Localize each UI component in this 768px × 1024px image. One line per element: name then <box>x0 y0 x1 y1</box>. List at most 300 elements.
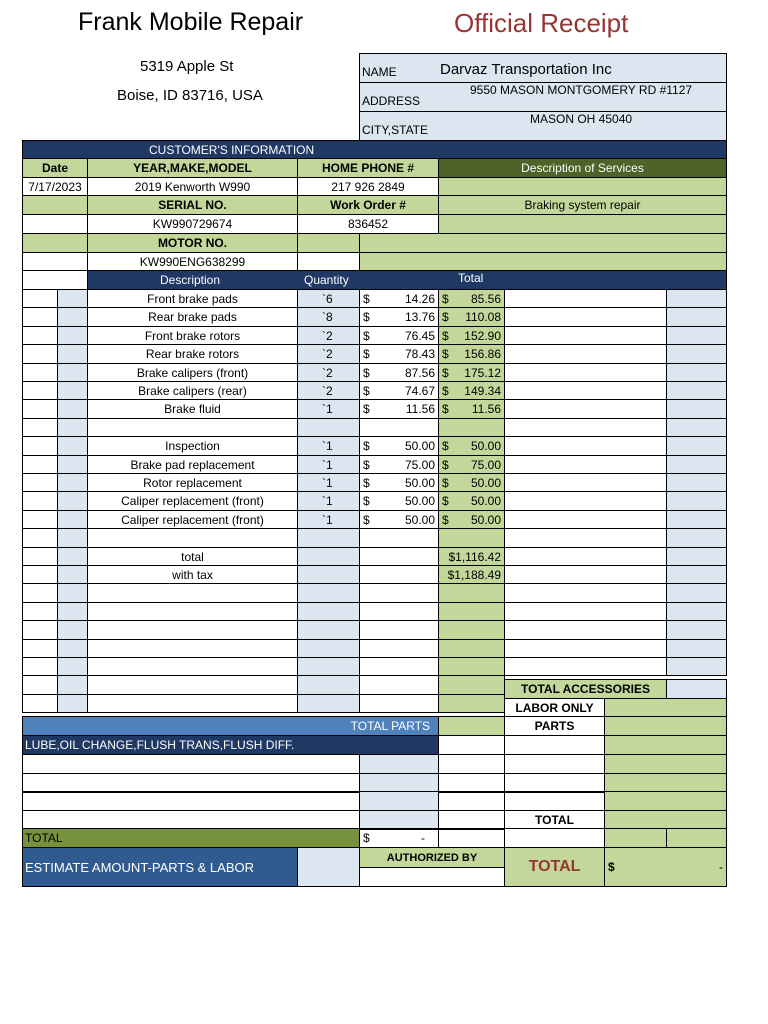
item-description: Inspection <box>87 436 298 456</box>
item-total <box>438 620 505 640</box>
item-price-amount: 74.67 <box>404 383 435 398</box>
labor-blank-cell <box>438 754 505 774</box>
total-bar-value <box>359 828 439 848</box>
item-total <box>438 694 505 713</box>
item-description: total <box>87 547 298 566</box>
item-blank-cell <box>666 565 727 584</box>
total-bar-amount: - <box>421 831 425 845</box>
item-price-amount: 50.00 <box>404 494 435 508</box>
item-blank-cell <box>22 381 58 400</box>
item-unit-price <box>359 510 439 529</box>
item-quantity: `8 <box>297 307 360 327</box>
item-blank-cell <box>666 344 727 364</box>
item-quantity: `6 <box>297 289 360 308</box>
item-blank-cell <box>57 694 88 713</box>
labor-blank-cell <box>438 791 505 811</box>
item-blank-cell <box>666 418 727 437</box>
item-quantity: `2 <box>297 363 360 382</box>
item-total-currency: $ <box>442 328 449 343</box>
item-description: Brake calipers (rear) <box>87 381 298 400</box>
item-total <box>438 510 505 529</box>
item-blank-cell <box>666 657 727 676</box>
item-total-amount: 110.08 <box>465 310 501 324</box>
company-city: Boise, ID 83716, USA <box>117 87 263 104</box>
item-blank-cell <box>57 455 88 474</box>
item-quantity <box>297 620 360 640</box>
item-blank-cell <box>22 602 58 621</box>
item-blank-cell <box>57 675 88 695</box>
item-blank-cell <box>504 455 667 474</box>
item-blank-cell <box>504 473 667 492</box>
item-unit-price <box>359 491 439 511</box>
services-blank-4 <box>359 252 727 271</box>
total-bar-blank-3 <box>604 828 667 848</box>
item-blank-cell <box>22 675 58 695</box>
item-total-currency: $ <box>442 494 449 508</box>
name-label: NAME <box>362 65 397 79</box>
item-blank-cell <box>504 289 667 308</box>
labor-blank-cell <box>604 791 727 811</box>
item-blank-cell <box>22 528 58 548</box>
item-total <box>438 547 505 566</box>
item-description: Rotor replacement <box>87 473 298 492</box>
item-blank-cell <box>22 399 58 419</box>
item-blank-cell <box>57 583 88 603</box>
motor-blank-mid <box>297 233 360 253</box>
item-blank-cell <box>22 491 58 511</box>
item-total <box>438 491 505 511</box>
item-blank-cell <box>504 657 667 676</box>
item-blank-cell <box>22 639 58 658</box>
item-description <box>87 639 298 658</box>
item-price-amount: 50.00 <box>404 512 435 527</box>
item-price-currency: $ <box>363 494 370 508</box>
item-unit-price <box>359 307 439 327</box>
item-blank-cell <box>666 455 727 474</box>
item-total-currency: $ <box>442 291 449 306</box>
total-parts-label: TOTAL PARTS <box>350 719 430 733</box>
item-total <box>438 418 505 437</box>
item-blank-cell <box>22 436 58 456</box>
labor-blank-cell <box>504 754 605 774</box>
item-total <box>438 657 505 676</box>
item-total-amount: 85.56 <box>470 291 501 306</box>
total-parts-bar <box>22 716 439 736</box>
item-blank-cell <box>504 547 667 566</box>
workorder-value: 836452 <box>297 214 439 234</box>
labor-blank-cell <box>22 810 360 830</box>
item-price-amount: 11.56 <box>405 402 435 416</box>
item-unit-price <box>359 399 439 419</box>
item-total-currency: $ <box>442 512 449 527</box>
item-total-currency: $ <box>442 457 449 472</box>
item-unit-price <box>359 436 439 456</box>
total-parts-value <box>438 716 505 736</box>
item-blank-cell <box>22 583 58 603</box>
item-total <box>438 381 505 400</box>
customer-info-header <box>22 140 727 159</box>
item-unit-price <box>359 694 439 713</box>
item-blank-cell <box>22 289 58 308</box>
item-description: Front brake pads <box>87 289 298 308</box>
motor-blank-left-2 <box>22 252 88 271</box>
item-price-amount: 50.00 <box>404 475 435 490</box>
item-total-amount: 75.00 <box>470 457 501 472</box>
labor-blank-cell <box>604 773 727 793</box>
col-total-header: Total <box>458 271 484 285</box>
items-header-blank <box>22 270 88 290</box>
item-total <box>438 528 505 548</box>
item-blank-cell <box>22 418 58 437</box>
item-blank-cell <box>666 436 727 456</box>
labor-blank-cell <box>504 791 605 811</box>
total-bar-cur: $ <box>363 831 370 845</box>
parts-label: PARTS <box>504 716 605 736</box>
item-blank-cell <box>666 602 727 621</box>
item-blank-cell <box>57 657 88 676</box>
item-quantity: `2 <box>297 344 360 364</box>
item-blank-cell <box>666 639 727 658</box>
item-quantity <box>297 639 360 658</box>
item-total <box>438 289 505 308</box>
item-total <box>438 326 505 345</box>
item-price-currency: $ <box>363 347 370 361</box>
labor-blank-cell <box>359 754 439 774</box>
labor-blank-cell <box>22 754 360 774</box>
labor-blank-cell <box>604 754 727 774</box>
item-blank-cell <box>504 326 667 345</box>
item-description: Brake calipers (front) <box>87 363 298 382</box>
item-blank-cell <box>57 344 88 364</box>
company-street: 5319 Apple St <box>140 58 234 75</box>
item-quantity <box>297 528 360 548</box>
authorized-by-field[interactable] <box>359 867 505 887</box>
item-blank-cell <box>666 583 727 603</box>
item-total-currency: $ <box>442 475 449 490</box>
customer-address: 9550 MASON MONTGOMERY RD #1127 <box>470 83 693 97</box>
total-accessories-value <box>666 679 727 699</box>
item-blank-cell <box>57 381 88 400</box>
item-quantity: `1 <box>297 491 360 511</box>
item-description <box>87 694 298 713</box>
motor-label: MOTOR NO. <box>87 233 298 253</box>
item-unit-price <box>359 602 439 621</box>
item-blank-cell <box>22 307 58 327</box>
item-blank-cell <box>666 547 727 566</box>
item-description <box>87 620 298 640</box>
date-value: 7/17/2023 <box>22 177 88 196</box>
customer-info-title: CUSTOMER'S INFORMATION <box>149 142 315 157</box>
item-blank-cell <box>22 455 58 474</box>
item-quantity: `1 <box>297 436 360 456</box>
total-bar-blank-2 <box>504 828 605 848</box>
item-total-amount: $1,188.49 <box>447 567 501 582</box>
workorder-label: Work Order # <box>297 195 439 215</box>
item-quantity <box>297 583 360 603</box>
item-blank-cell <box>666 510 727 529</box>
item-quantity: `1 <box>297 399 360 419</box>
item-unit-price <box>359 363 439 382</box>
grand-total-amount: - <box>719 860 723 874</box>
item-blank-cell <box>57 565 88 584</box>
total-bar-blank-4 <box>666 828 727 848</box>
item-price-amount: 76.45 <box>404 328 435 343</box>
item-quantity <box>297 547 360 566</box>
phone-label: HOME PHONE # <box>297 158 439 178</box>
item-total <box>438 307 505 327</box>
col-quantity-header: Quantity <box>304 273 349 287</box>
item-description <box>87 602 298 621</box>
authorized-by-label: AUTHORIZED BY <box>359 847 505 868</box>
item-blank-cell <box>57 307 88 327</box>
item-total <box>438 473 505 492</box>
item-price-currency: $ <box>363 475 370 490</box>
item-blank-cell <box>504 363 667 382</box>
item-unit-price <box>359 565 439 584</box>
services-value: Braking system repair <box>438 195 727 215</box>
item-price-currency: $ <box>363 328 370 343</box>
item-quantity: `1 <box>297 455 360 474</box>
item-total <box>438 363 505 382</box>
labor-blank-cell <box>504 773 605 793</box>
item-price-amount: 14.26 <box>404 291 435 306</box>
customer-citystate: MASON OH 45040 <box>530 112 633 126</box>
citystate-label: CITY,STATE <box>362 123 429 137</box>
item-total <box>438 399 505 419</box>
grand-total-label: TOTAL <box>504 847 605 887</box>
item-price-currency: $ <box>363 457 370 472</box>
item-total <box>438 639 505 658</box>
item-unit-price <box>359 583 439 603</box>
item-unit-price <box>359 418 439 437</box>
item-blank-cell <box>504 639 667 658</box>
item-price-currency: $ <box>363 310 370 324</box>
item-total <box>438 455 505 474</box>
services-blank-1 <box>438 177 727 196</box>
item-blank-cell <box>57 547 88 566</box>
item-description <box>87 418 298 437</box>
item-price-currency: $ <box>363 439 370 453</box>
item-total-currency: $ <box>442 310 449 324</box>
item-price-currency: $ <box>363 402 370 416</box>
item-quantity <box>297 657 360 676</box>
receipt-title: Official Receipt <box>454 8 629 38</box>
item-blank-cell <box>22 694 58 713</box>
item-unit-price <box>359 289 439 308</box>
item-price-currency: $ <box>363 383 370 398</box>
item-total-amount: $1,116.42 <box>448 549 501 564</box>
vehicle-label: YEAR,MAKE,MODEL <box>87 158 298 178</box>
labor-total-label: TOTAL <box>504 810 605 829</box>
item-blank-cell <box>666 289 727 308</box>
item-description: Brake fluid <box>87 399 298 419</box>
item-unit-price <box>359 326 439 345</box>
labor-only-label: LABOR ONLY <box>504 698 605 717</box>
serial-blank-left-2 <box>22 214 88 234</box>
item-unit-price <box>359 675 439 695</box>
item-blank-cell <box>57 620 88 640</box>
motor-blank-left <box>22 233 88 253</box>
item-price-amount: 13.76 <box>404 310 435 324</box>
item-blank-cell <box>504 510 667 529</box>
item-blank-cell <box>22 473 58 492</box>
item-blank-cell <box>504 583 667 603</box>
estimate-label: ESTIMATE AMOUNT-PARTS & LABOR <box>22 847 298 887</box>
item-description: Brake pad replacement <box>87 455 298 474</box>
item-blank-cell <box>57 326 88 345</box>
item-quantity <box>297 418 360 437</box>
labor-only-value <box>604 698 727 717</box>
total-bar-label: TOTAL <box>25 831 63 845</box>
item-quantity: `1 <box>297 473 360 492</box>
item-unit-price <box>359 620 439 640</box>
item-blank-cell <box>504 565 667 584</box>
item-blank-cell <box>504 602 667 621</box>
item-quantity: `2 <box>297 326 360 345</box>
item-unit-price <box>359 473 439 492</box>
item-blank-cell <box>666 491 727 511</box>
item-total <box>438 344 505 364</box>
parts-value <box>604 716 727 736</box>
date-label: Date <box>22 158 88 178</box>
item-blank-cell <box>504 307 667 327</box>
item-blank-cell <box>504 436 667 456</box>
item-total-amount: 50.00 <box>470 475 501 490</box>
item-description: Caliper replacement (front) <box>87 491 298 511</box>
item-description: Caliper replacement (front) <box>87 510 298 529</box>
item-total-currency: $ <box>442 347 449 361</box>
item-quantity <box>297 602 360 621</box>
item-blank-cell <box>504 620 667 640</box>
labor-blank-cell <box>22 773 360 793</box>
item-blank-cell <box>22 620 58 640</box>
item-blank-cell <box>57 473 88 492</box>
services-blank-2 <box>438 214 727 234</box>
item-blank-cell <box>666 399 727 419</box>
labor-blank-cell <box>359 773 439 793</box>
lube-blank-1 <box>438 735 505 755</box>
item-blank-cell <box>504 399 667 419</box>
item-total-amount: 50.00 <box>470 512 501 527</box>
total-bar <box>22 828 360 848</box>
col-description-header: Description <box>160 273 221 287</box>
item-price-currency: $ <box>363 512 370 527</box>
serial-label: SERIAL NO. <box>87 195 298 215</box>
item-price-amount: 75.00 <box>404 457 435 472</box>
item-blank-cell <box>666 528 727 548</box>
item-price-amount: 87.56 <box>404 365 435 380</box>
item-blank-cell <box>57 289 88 308</box>
item-blank-cell <box>666 620 727 640</box>
lube-line: LUBE,OIL CHANGE,FLUSH TRANS,FLUSH DIFF. <box>22 735 439 755</box>
item-total-amount: 152.90 <box>464 328 501 343</box>
item-blank-cell <box>57 528 88 548</box>
item-total-amount: 149.34 <box>464 383 501 398</box>
labor-blank-cell <box>438 773 505 793</box>
item-total-amount: 50.00 <box>470 494 501 508</box>
services-label: Description of Services <box>438 158 727 178</box>
total-accessories-label: TOTAL ACCESSORIES <box>504 679 667 699</box>
serial-value: KW990729674 <box>87 214 298 234</box>
item-blank-cell <box>666 381 727 400</box>
item-blank-cell <box>22 363 58 382</box>
item-description: Front brake rotors <box>87 326 298 345</box>
item-unit-price <box>359 547 439 566</box>
item-description <box>87 675 298 695</box>
labor-blank-cell <box>438 810 505 830</box>
item-blank-cell <box>666 307 727 327</box>
item-unit-price <box>359 455 439 474</box>
vehicle-value: 2019 Kenworth W990 <box>87 177 298 196</box>
item-total-amount: 156.86 <box>464 347 501 361</box>
item-blank-cell <box>22 510 58 529</box>
item-blank-cell <box>57 399 88 419</box>
item-total-currency: $ <box>442 439 449 453</box>
labor-blank-cell <box>359 810 439 830</box>
item-unit-price <box>359 344 439 364</box>
item-blank-cell <box>666 326 727 345</box>
item-description <box>87 583 298 603</box>
address-label: ADDRESS <box>362 94 421 108</box>
item-blank-cell <box>22 344 58 364</box>
item-quantity <box>297 694 360 713</box>
item-price-amount: 50.00 <box>404 439 435 453</box>
item-price-currency: $ <box>363 365 370 380</box>
item-total-amount: 11.56 <box>471 402 501 416</box>
item-quantity <box>297 565 360 584</box>
item-total-amount: 50.00 <box>470 439 501 453</box>
item-blank-cell <box>57 436 88 456</box>
estimate-value <box>297 847 360 887</box>
services-blank-3 <box>359 233 727 253</box>
item-blank-cell <box>22 657 58 676</box>
item-total-amount: 175.12 <box>464 365 501 380</box>
item-description <box>87 528 298 548</box>
item-blank-cell <box>57 418 88 437</box>
item-description: Rear brake pads <box>87 307 298 327</box>
item-quantity <box>297 675 360 695</box>
motor-value: KW990ENG638299 <box>87 252 298 271</box>
item-total <box>438 436 505 456</box>
item-blank-cell <box>57 510 88 529</box>
item-blank-cell <box>22 565 58 584</box>
item-price-currency: $ <box>363 291 370 306</box>
item-blank-cell <box>57 491 88 511</box>
item-quantity: `2 <box>297 381 360 400</box>
item-blank-cell <box>666 473 727 492</box>
item-blank-cell <box>22 326 58 345</box>
item-unit-price <box>359 528 439 548</box>
item-blank-cell <box>504 418 667 437</box>
item-total <box>438 675 505 695</box>
item-blank-cell <box>57 639 88 658</box>
item-total-currency: $ <box>442 383 449 398</box>
item-unit-price <box>359 657 439 676</box>
lube-blank-2 <box>504 735 605 755</box>
company-name: Frank Mobile Repair <box>78 8 304 36</box>
serial-blank-left <box>22 195 88 215</box>
item-unit-price <box>359 381 439 400</box>
total-bar-blank-1 <box>438 828 505 848</box>
item-blank-cell <box>504 528 667 548</box>
lube-blank-3 <box>604 735 727 755</box>
item-total-currency: $ <box>442 402 449 416</box>
item-quantity: `1 <box>297 510 360 529</box>
item-blank-cell <box>504 491 667 511</box>
labor-blank-cell <box>359 791 439 811</box>
item-total <box>438 602 505 621</box>
grand-total-cur: $ <box>608 860 615 874</box>
